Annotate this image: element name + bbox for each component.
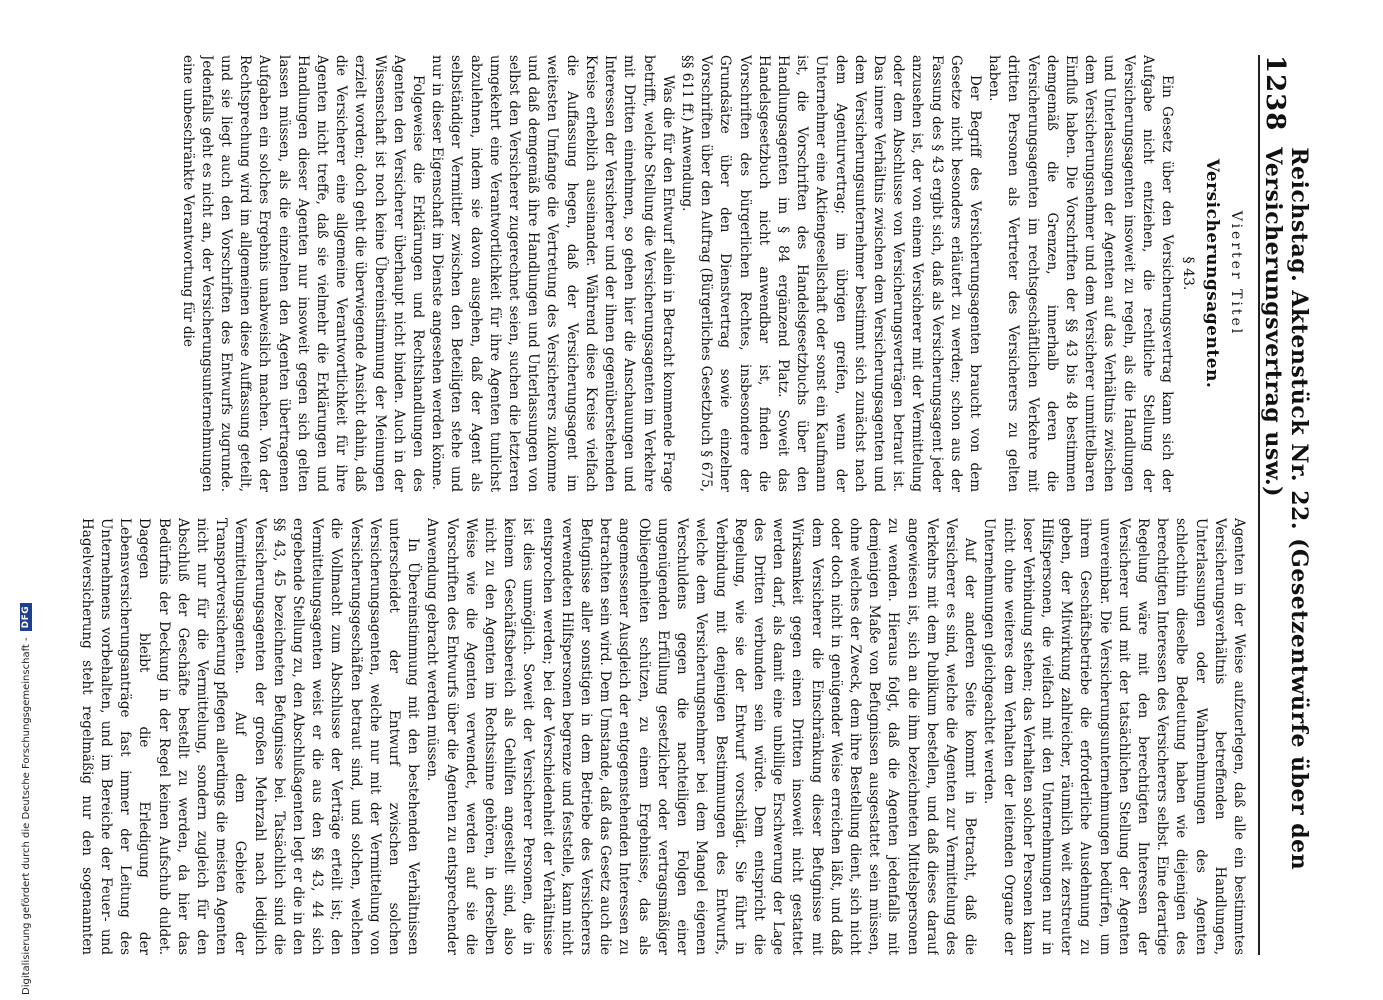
side-credit xyxy=(0,0,32,1000)
column-left xyxy=(78,55,1248,492)
paragraph: Auf der anderen Seite kommt in Betracht, daß die Versicherer es sind, welche die Agenten zur Vermittelung des Verkehrs mit dem Publikum bestellen, und daß dieses darauf angewiesen ist, sich an die ihm bezeichneten Mittelspersonen zu wenden. Hieraus folgt, daß die Agenten jedenfalls mit demjenigen Maße von Befugnissen ausgestattet sein müssen, ohne welches der Zweck, dem ihre Bestellung dient, sich nicht oder doch nicht in genügender Weise erreichen läßt, und daß dem Versicherer die Einschränkung dieser Befugnisse mit Wirksamkeit gegen einen Dritten insoweit nicht gestattet werden darf, als damit eine unbillige Erschwerung der Lage des Dritten verbunden sein würde. Dem entspricht die Regelung, wie sie der Entwurf vorschlägt. Sie führt in Verbindung mit denjenigen Bestimmungen des Entwurfs, welche dem Versicherungsnehmer bei dem Mangel eigenen Verschuldens gegen die nachteiligen Folgen einer ungenügenden Erfüllung gesetzlicher oder vertragsmäßiger Obliegenheiten schützen, zu einem Ergebnisse, das als angemessener Ausgleich der entgegenstehenden Interessen zu betrachten sein wird. Dem Umstande, daß das Gesetz auch die Befugnisse aller sonstigen in dem Betriebe des Versicherers verwendeten Hilfspersonen begrenze und feststelle, kann nicht entsprochen werden; bei der Verschiedenheit der Verhältnisse ist dies unmöglich. Soweit der Versicherer Personen, die in keinem Geschäftsbereich als Gehilfen angestellt sind, also nicht zu den Agenten im Rechtssinne gehören, in derselben Weise wie die Agenten verwendet, werden auf sie die Vorschriften des Entwurfs über die Agenten zu entsprechender Anwendung gebracht werden müssen. xyxy=(424,518,979,955)
scanned-page xyxy=(70,55,1312,955)
paragraph: In Übereinstimmung mit den bestehenden Verhältnissen unterscheidet der Entwurf zwischen solchen Versicherungsagenten, welche nur mit der Vermittelung von Versicherungsgeschäften betraut sind, und solchen, welchen die Vollmacht zum Abschlusse der Verträge erteilt ist; den Vermittelungsagenten weist er die aus den §§ 43, 44 sich ergebende Stellung zu, den Abschlußagenten legt er die in den §§ 43, 45 bezeichneten Befugnisse bei. Tatsächlich sind die Versicherungsagenten der großen Mehrzahl nach lediglich Vermittelungsagenten. Auf dem Gebiete der Transportversicherung pflegen allerdings die meisten Agenten nicht nur für die Vermittelung, sondern zugleich für den Abschluß der Geschäfte bestellt zu werden, da hier das Bedürfnis der Deckung in der Regel keinen Aufschub duldet. Dagegen bleibt die Erledigung der Lebensversicherungsanträge fast immer der Leitung des Unternehmens vorbehalten, und im Bereiche der Feuer- und Hagelversicherung steht regelmäßig nur den sogenannten xyxy=(78,518,422,955)
running-title: Reichstag. Aktenstück Nr. 22. (Gesetzentwürfe über den Versicherungsvertrag usw.) xyxy=(1260,147,1312,871)
paragraph: Der Begriff des Versicherungsagenten braucht von dem Gesetze nicht besonders erläutert zu werden; schon aus der Fassung des § 43 ergibt sich, daß als Versicherungsagent jeder anzusehen ist, der von einem Versicherer mit der Vermittelung oder dem Abschlusse von Versicherungsverträgen betraut ist. Das innere Verhältnis zwischen dem Versicherungsagenten und dem Versicherungsunternehmer bestimmt sich zunächst nach dem Agenturvertrag; im übrigen greifen, wenn der Unternehmer eine Aktiengesellschaft oder sonst ein Kaufmann ist, die Vorschriften des Handelsgesetzbuchs über den Handlungsagenten im § 84 ergänzend Platz. Soweit das Handelsgesetzbuch nicht anwendbar ist, finden die Vorschriften des bürgerlichen Rechtes, insbesondere der Grundsätze über den Dienstvertrag sowie einzelner Vorschriften über den Auftrag (Bürgerliches Gesetzbuch § 675, §§ 611 ff.) Anwendung. xyxy=(678,55,983,492)
dfg-logo: DFG xyxy=(20,603,32,632)
page-number: 1238 xyxy=(1260,55,1290,132)
section-title: Versicherungsagenten. xyxy=(1202,158,1222,389)
running-head xyxy=(1258,55,1312,955)
column-right xyxy=(78,518,1248,955)
paragraph: Was die für den Entwurf allein in Betracht kommende Frage betrifft, welche Stellung die Versicherungsagenten im Verkehre mit Dritten einnehmen, so gehen hier die Anschauungen und Interessen der Versicherer und der ihnen gegenüberstehenden Kreise erheblich auseinander. Während diese Kreise vielfach die Auffassung hegen, daß der Versicherungsagent im weitesten Umfange die Vertretung des Versicherers zukomme und daß demgemäß ihre Handlungen und Unterlassungen von selbst den Versicherer zugerechnet seien, suchen die letzteren umgekehrt eine Verantwortlichkeit für ihre Agenten tunlichst abzulehnen, indem sie davon ausgehen, daß der Agent als selbständiger Vermittler zwischen den Beteiligten stehe und nur in dieser Eigenschaft im Dienste angesehen werden könne. xyxy=(429,55,676,492)
credit-text: Digitalisierung gefördert durch die Deutsche Forschungsgemeinschaft - xyxy=(20,637,32,995)
section-title-small: Vierter Titel xyxy=(1228,210,1244,337)
text-columns xyxy=(78,55,1248,955)
side-credit-line xyxy=(20,595,32,995)
paragraph-mark: § 43. xyxy=(1180,256,1196,291)
paragraph: Agenten in der Weise aufzuerlegen, daß alle ein bestimmtes Versicherungsverhältnis betreffenden Handlungen, Unterlassungen oder Wahrnehmungen des Agenten schlechthin dieselbe Bedeutung haben wie diejenigen des berechtigten Interessen des Versicherers selbst. Eine derartige Regelung wäre mit den berechtigten Interessen der Versicherer und mit der tatsächlichen Stellung der Agenten unvereinbar. Die Versicherungsunternehmungen bedürfen, um ihrem Geschäftsbetriebe die erforderliche Ausdehnung zu geben, der Mitwirkung zahlreicher, räumlich weit zerstreuter Hilfspersonen, die vielfach mit den Unternehmungen nur in loser Verbindung stehen; das Verhalten solcher Personen kann nicht ohne weiteres dem Verhalten der leitenden Organe der Unternehmungen gleichgeachtet werden. xyxy=(981,518,1247,955)
paragraph: Ein Gesetz über den Versicherungsvertrag kann sich der Aufgabe nicht entziehen, die rechtliche Stellung der Versicherungsagenten insoweit zu regeln, als die Handlungen und Unterlassungen der Agenten auf das Verhältnis zwischen dem Versicherungsnehmer und dem Versicherer unmittelbaren Einfluß haben. Die Vorschriften der §§ 43 bis 48 bestimmen demgemäß die Grenzen, innerhalb deren die Versicherungsagenten im rechtsgeschäftlichen Verkehre mit dritten Personen als Vertreter des Versicherers zu gelten haben. xyxy=(986,55,1175,492)
paragraph: Folgeweise die Erklärungen und Rechtshandlungen des Agenten den Versicherer überhaupt nicht binden. Auch in der Wissenschaft ist noch keine Übereinstimmung der Meinungen erzielt worden; doch geht die überwiegende Ansicht dahin, daß die Versicherer eine allgemeine Verantwortlichkeit für ihre Agenten nicht treffe, daß sie vielmehr die Erklärungen und Handlungen dieser Agenten nur insoweit gegen sich gelten lassen müssen, als die einzelnen den Agenten übertragenen Aufgaben ein solches Ergebnis unabweislich machen. Von der Rechtsprechung wird im allgemeinen diese Auffassung geteilt, und sie liegt auch den Vorschriften des Entwurfs zugrunde. Jedenfalls geht es nicht an, der Versicherungsunternehmungen eine unbeschränkte Verantwortung für die xyxy=(179,55,427,492)
rotated-page-content xyxy=(70,55,1312,955)
